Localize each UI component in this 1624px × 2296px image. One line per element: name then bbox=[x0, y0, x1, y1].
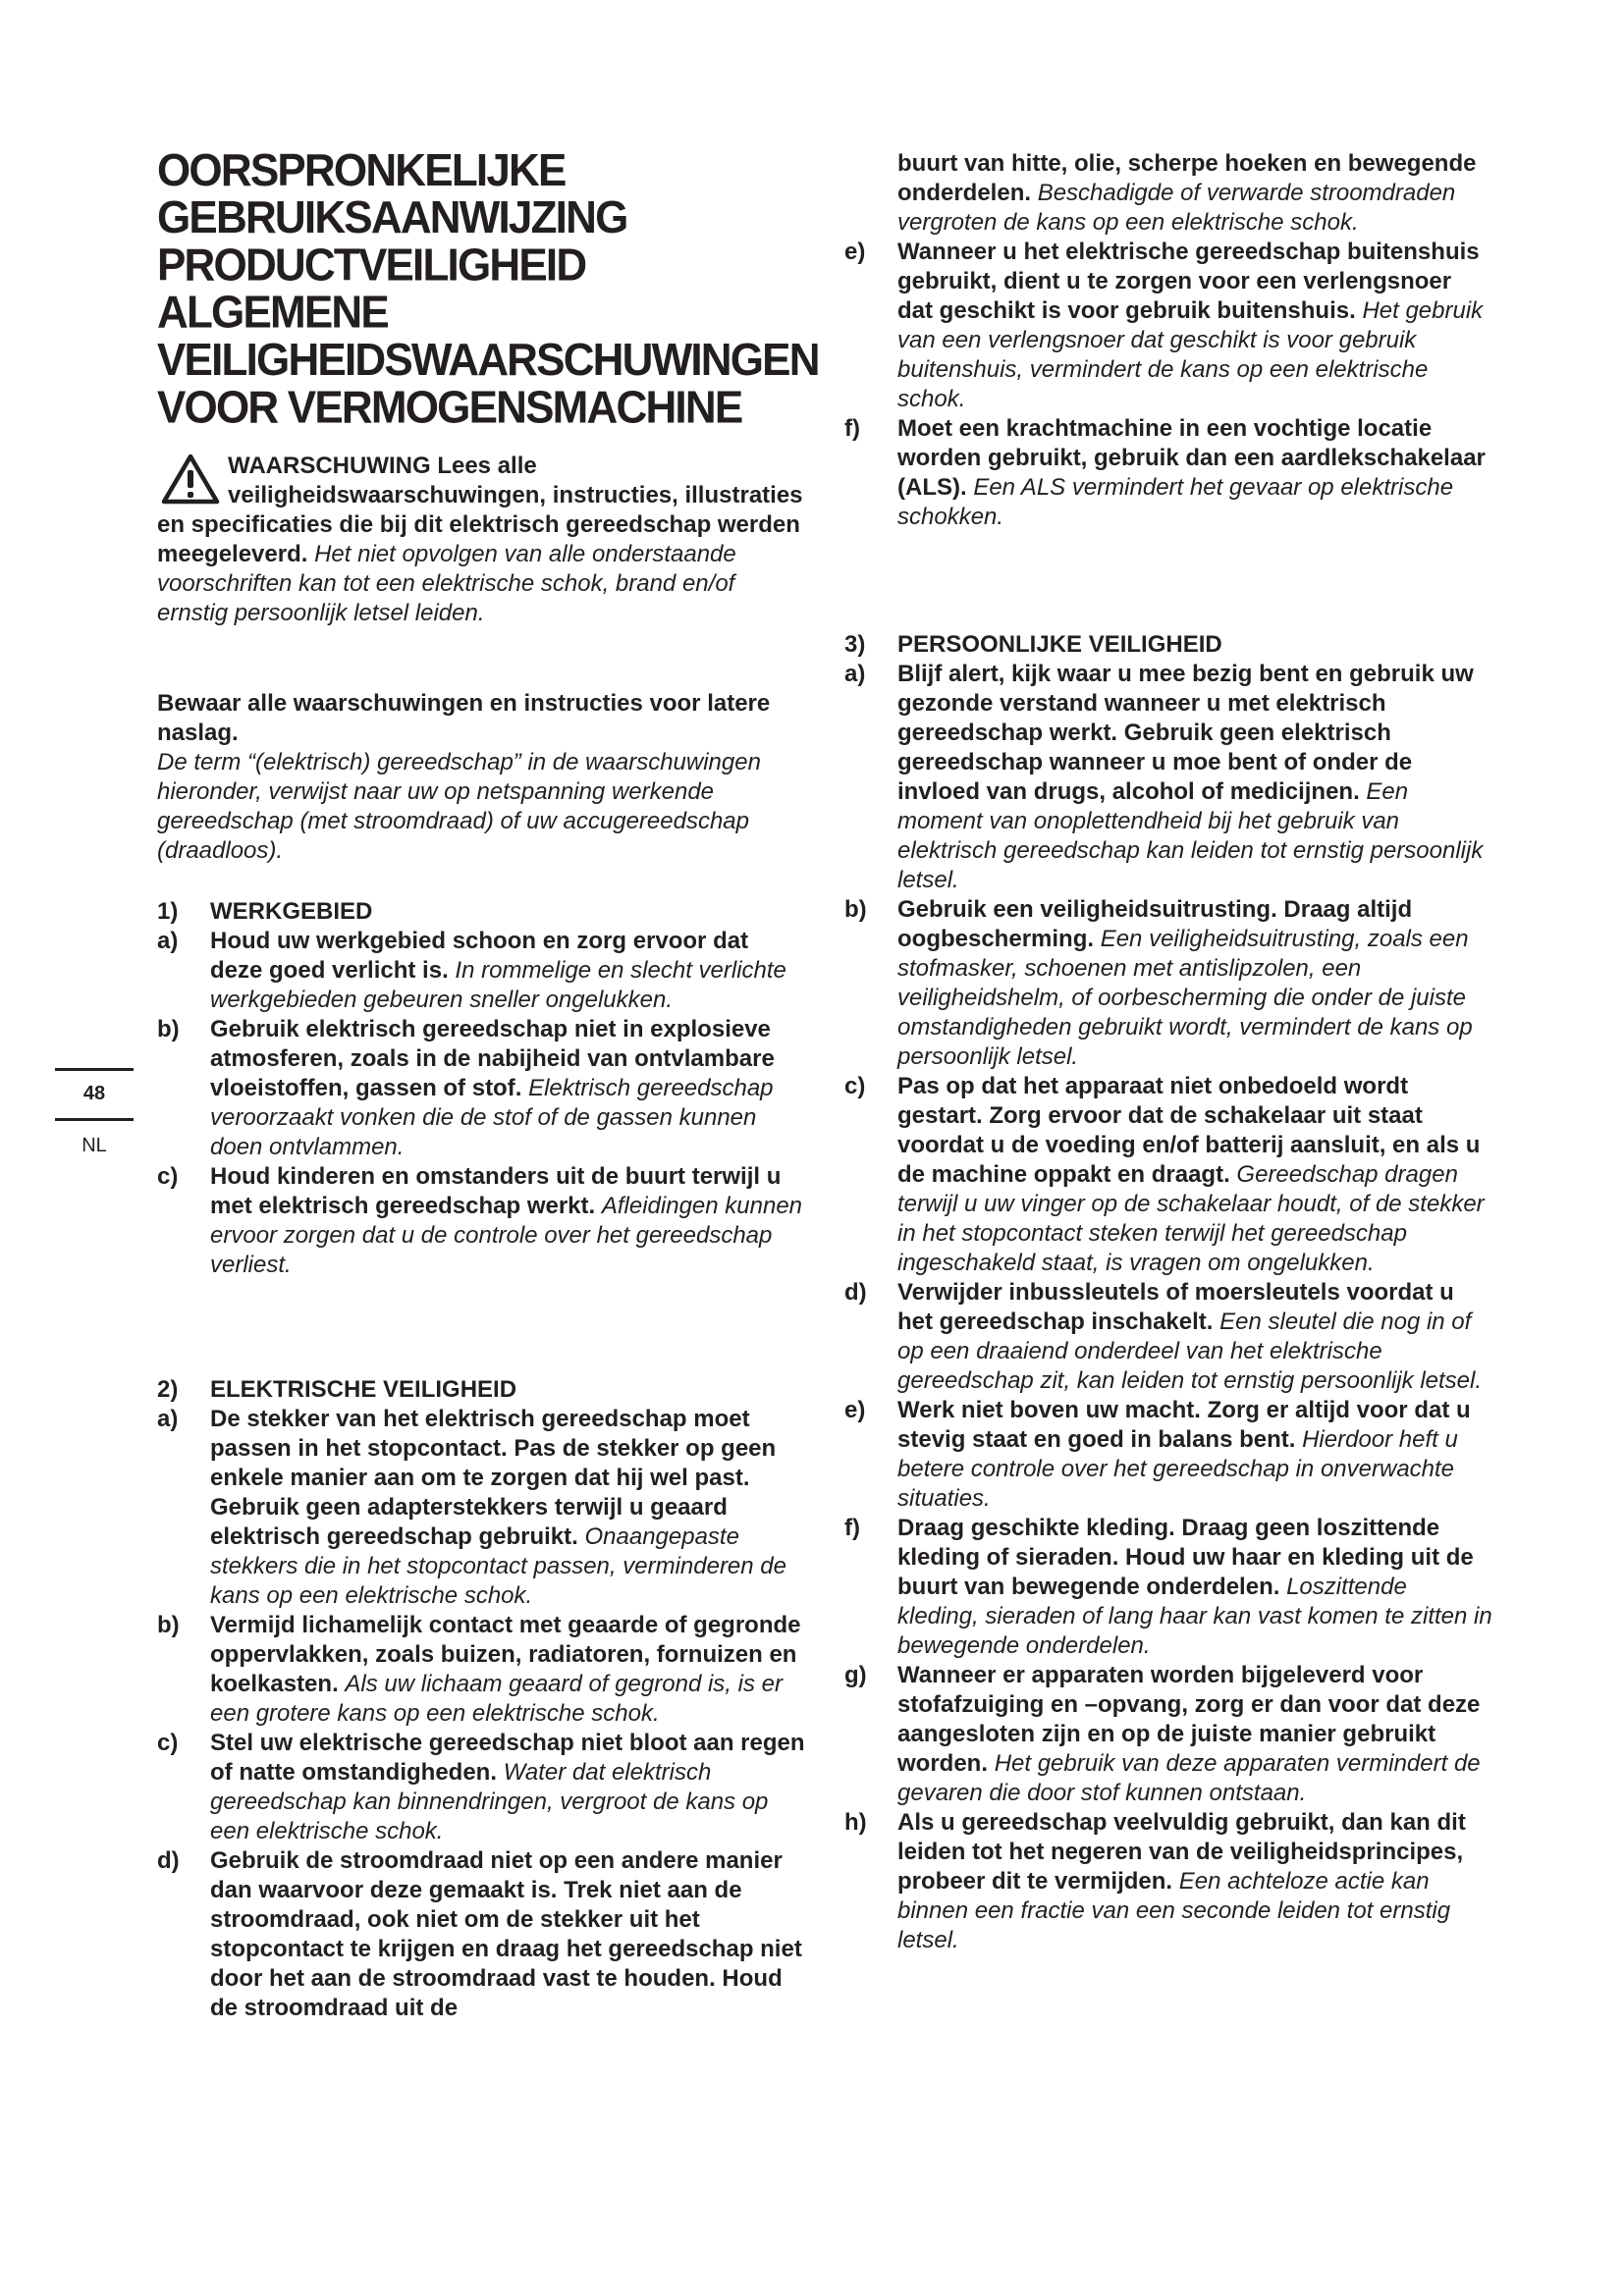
title-line: ALGEMENE bbox=[157, 287, 388, 339]
warning-triangle-icon bbox=[161, 454, 220, 505]
list-item: g) Wanneer er apparaten worden bijgeleverd voor stofafzuiging en –opvang, zorg er dan voor dat deze aangesloten zijn en op de juiste manier gebruikt worden. Het gebruik van deze apparaten vermindert de gevaren die door stof kunnen ontstaan. bbox=[844, 1662, 1481, 1806]
title-line: OORSPRONKELIJKE bbox=[157, 144, 566, 196]
section-werkgebied bbox=[157, 897, 805, 1280]
section-title: PERSOONLIJKE VEILIGHEID bbox=[897, 631, 1222, 658]
save-italic: De term “(elektrisch) gereedschap” in de waarschuwingen hieronder, verwijst naar uw op netspanning werkende gereedschap (met stroomdraad) of uw accugereedschap (draadloos). bbox=[157, 749, 761, 864]
warning-bold: WAARSCHUWING Lees alle veiligheidswaarschuwingen, instructies, illustraties en specificaties die bij dit elektrisch gereedschap werden meegeleverd. bbox=[157, 453, 803, 567]
list-item: e) Werk niet boven uw macht. Zorg er altijd voor dat u stevig staat en goed in balans bent. Hierdoor heft u betere controle over het gereedschap in onverwachte situaties. bbox=[844, 1397, 1471, 1512]
list-item: f) Draag geschikte kleding. Draag geen loszittende kleding of sieraden. Houd uw haar en kleding uit de buurt van bewegende onderdelen. Loszittende kleding, sieraden of lang haar kan vast komen te zitten in bewegende onderdelen. bbox=[844, 1515, 1492, 1659]
list-item: d) Verwijder inbussleutels of moersleutels voordat u het gereedschap inschakelt. Een sleutel die nog in of op een draaiend onderdeel van het elektrische gereedschap zit, kan leiden tot ernstig persoonlijk letsel. bbox=[844, 1279, 1483, 1394]
divider bbox=[55, 1118, 134, 1121]
warning-block bbox=[157, 452, 810, 628]
page-title bbox=[157, 144, 825, 433]
list-item: d) Gebruik de stroomdraad niet op een andere manier dan waarvoor deze gemaakt is. Trek niet aan de stroomdraad, ook niet om de stekker uit het stopcontact te krijgen en draag het gereedschap niet door het aan de stroomdraad vast te houden. Houd de stroomdraad uit de bbox=[157, 1847, 802, 2021]
page-number: 48 bbox=[82, 1083, 106, 1104]
warning-italic: Het niet opvolgen van alle onderstaande voorschriften kan tot een elektrische schok, brand en/of ernstig persoonlijk letsel leiden. bbox=[157, 541, 736, 626]
list-item: c) Stel uw elektrische gereedschap niet bloot aan regen of natte omstandigheden. Water dat elektrisch gereedschap kan binnendringen, vergroot de kans op een elektrische schok. bbox=[157, 1730, 805, 1844]
title-line: GEBRUIKSAANWIJZING bbox=[157, 192, 627, 243]
list-item: c) Houd kinderen en omstanders uit de buurt terwijl u met elektrisch gereedschap werkt. Afleidingen kunnen ervoor zorgen dat u de controle over het gereedschap verliest. bbox=[157, 1163, 803, 1278]
title-line: VEILIGHEIDSWAARSCHUWINGEN bbox=[157, 335, 819, 386]
list-item: a) Houd uw werkgebied schoon en zorg ervoor dat deze goed verlicht is. In rommelige en slecht verlichte werkgebieden gebeuren sneller ongelukken. bbox=[157, 928, 786, 1013]
list-item: b) Gebruik elektrisch gereedschap niet in explosieve atmosferen, zoals in de nabijheid van ontvlambare vloeistoffen, gassen of stof. Elektrisch gereedschap veroorzaakt vonken die de stof of de gassen kunnen doen ontvlammen. bbox=[157, 1016, 775, 1160]
list-item: b) Gebruik een veiligheidsuitrusting. Draag altijd oogbescherming. Een veiligheidsuitrusting, zoals een stofmasker, schoenen met antislipzolen, een veiligheidshelm, of oorbescherming die onder de juiste omstandigheden gebruikt wordt, vermindert de kans op persoonlijk letsel. bbox=[844, 896, 1473, 1070]
page-marker bbox=[55, 1068, 134, 1157]
list-item: c) Pas op dat het apparaat niet onbedoeld wordt gestart. Zorg ervoor dat de schakelaar uit staat voordat u de voeding en/of batterij aansluit, en als u de machine oppakt en draagt. Gereedschap dragen terwijl u uw vinger op de schakelaar houdt, of de stekker in het stopcontact steken terwijl het gereedschap ingeschakeld staat, is vragen om ongelukken. bbox=[844, 1073, 1485, 1276]
section-number: 1) bbox=[157, 898, 179, 925]
section-heading bbox=[157, 897, 805, 927]
section-heading bbox=[844, 630, 1492, 660]
divider bbox=[55, 1068, 134, 1071]
list-item: b) Vermijd lichamelijk contact met geaarde of gegronde oppervlakken, zoals buizen, radiatoren, fornuizen en koelkasten. Als uw lichaam geaard of gegrond is, is er een grotere kans op een elektrische schok. bbox=[157, 1612, 801, 1727]
section-heading bbox=[157, 1375, 805, 1405]
save-bold: Bewaar alle waarschuwingen en instructies voor latere naslag. bbox=[157, 690, 771, 746]
list-item: a) Blijf alert, kijk waar u mee bezig bent en gebruik uw gezonde verstand wanneer u met elektrisch gereedschap werkt. Gebruik geen elektrisch gereedschap wanneer u moe bent of onder de invloed van drugs, alcohol of medicijnen. Een moment van onoplettendheid bij het gebruik van elektrisch gereedschap kan leiden tot ernstig persoonlijk letsel. bbox=[844, 661, 1484, 893]
section-title: WERKGEBIED bbox=[210, 898, 373, 925]
section-elektrische-veiligheid bbox=[157, 1375, 805, 2023]
section-number: 2) bbox=[157, 1376, 179, 1403]
list-item: e) Wanneer u het elektrische gereedschap buitenshuis gebruikt, dient u te zorgen voor een verlengsnoer dat geschikt is voor gebruik buitenshuis. Het gebruik van een verlengsnoer dat geschikt is voor gebruik buitenshuis, vermindert de kans op een elektrische schok. bbox=[844, 239, 1484, 412]
list-item: f) Moet een krachtmachine in een vochtige locatie worden gebruikt, gebruik dan een aardlekschakelaar (ALS). Een ALS vermindert het gevaar op elektrische schokken. bbox=[844, 415, 1486, 530]
list-item-continued: buurt van hitte, olie, scherpe hoeken en bewegende onderdelen. Beschadigde of verwarde stroomdraden vergroten de kans op een elektrische schok. bbox=[897, 150, 1477, 236]
language-code: NL bbox=[81, 1135, 107, 1156]
section-elektrische-veiligheid-continued bbox=[844, 149, 1492, 532]
section-persoonlijke-veiligheid bbox=[844, 630, 1492, 1955]
list-item: a) De stekker van het elektrisch gereedschap moet passen in het stopcontact. Pas de stekker op geen enkele manier aan om te zorgen dat hij wel past. Gebruik geen adapterstekkers terwijl u geaard elektrisch gereedschap gebruikt. Onaangepaste stekkers die in het stopcontact passen, verminderen de kans op een elektrische schok. bbox=[157, 1406, 786, 1609]
section-number: 3) bbox=[844, 631, 866, 658]
section-title: ELEKTRISCHE VEILIGHEID bbox=[210, 1376, 517, 1403]
title-line: VOOR VERMOGENSMACHINE bbox=[157, 382, 742, 433]
list-item: h) Als u gereedschap veelvuldig gebruikt, dan kan dit leiden tot het negeren van de veiligheidsprincipes, probeer dit te vermijden. Een achteloze actie kan binnen een fractie van een seconde leiden tot ernstig letsel. bbox=[844, 1809, 1466, 1953]
title-line: PRODUCTVEILIGHEID bbox=[157, 240, 586, 291]
save-instructions bbox=[157, 689, 795, 866]
